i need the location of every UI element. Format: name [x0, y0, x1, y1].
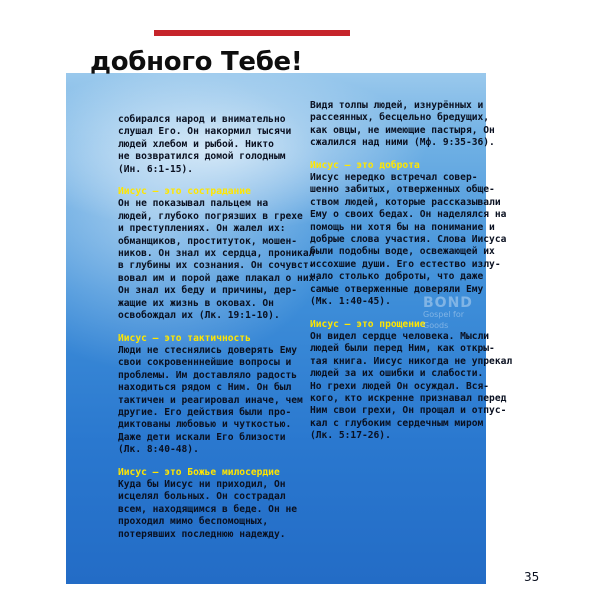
text-line: Видя толпы людей, изнурённых и [310, 100, 484, 111]
magazine-page [66, 18, 540, 584]
text-line: как овцы, не имеющие пастыря, Он [310, 124, 495, 136]
text-line: Он не показывал пальцем на [118, 198, 269, 210]
text-line: сжалился над ними (Мф. 9:35-36). [310, 137, 495, 149]
text-line: (Лк. 5:17-26). [310, 430, 391, 442]
text-line: помощь ни хотя бы на понимание и [310, 221, 495, 233]
watermark-logo [423, 295, 486, 331]
text-line: людей хлебом и рыбой. Никто [118, 138, 274, 150]
text-line: иссохшие души. Его естество излу- [310, 258, 501, 270]
section-title: Иисус – это прощение [310, 318, 426, 330]
section-tact [118, 332, 303, 457]
text-line: всем, находящимся в беде. Он не [118, 503, 298, 515]
text-line: (Мк. 1:40-45). [310, 296, 391, 308]
section-title: Иисус – это сострадание [118, 186, 251, 198]
text-line: Он знал их беду и причины, дер- [118, 285, 298, 297]
red-rule [154, 30, 350, 36]
text-line: людей за их ошибки и слабости. [310, 368, 484, 380]
section-mercy [118, 466, 298, 541]
text-line: и преступлениях. Он жалел их: [118, 223, 286, 235]
text-line: свои сокровенннейшие вопросы и [118, 357, 292, 369]
section-title: Иисус – это доброта [310, 159, 420, 171]
text-line: кал с глубоким сердечным миром [310, 417, 484, 429]
text-line: находиться рядом с Ним. Он был [118, 382, 292, 394]
left-column [118, 114, 321, 541]
text-line: добрые слова участия. Слова Иисуса [310, 234, 507, 246]
intro-paragraph [118, 114, 290, 176]
text-line: Но грехи людей Он осуждал. Вся- [310, 380, 490, 392]
text-line: вовал им и порой даже плакал о них. [118, 272, 321, 284]
text-line: исцелял больных. Он сострадал [118, 491, 286, 503]
text-line: шенно забитых, отверженных обще- [310, 184, 495, 196]
text-line: Даже дети искали Его близости [118, 431, 286, 443]
text-line: другие. Его действия были про- [118, 406, 292, 418]
text-line: людей, глубоко погрязших в грехе [118, 210, 303, 222]
text-line: Люди не стеснялись доверять Ему [118, 344, 298, 356]
text-line: собирался народ и внимательно [118, 114, 286, 125]
text-line: самые отверженные доверяли Ему [310, 283, 484, 295]
page-number: 35 [524, 570, 540, 584]
text-line: людей были перед Ним, как откры- [310, 343, 495, 355]
text-line: тая книга. Иисус никогда не упрекал [310, 355, 513, 367]
text-line: в глубины их сознания. Он сочувст- [118, 260, 315, 272]
text-line: проблемы. Им доставляло радость [118, 369, 298, 381]
text-line: Куда бы Иисус ни приходил, Он [118, 478, 286, 490]
watermark-tagline: Gospel for Goods [423, 310, 465, 330]
text-line: Иисус нередко встречал совер- [310, 172, 478, 184]
watermark-brand: BOND [423, 295, 473, 311]
text-line: ников. Он знал их сердца, проникал [118, 248, 315, 260]
text-line: (Ин. 6:1-15). [118, 163, 194, 175]
text-line: жащие их жизнь в оковах. Он [118, 297, 274, 309]
text-line: диктованы любовью и чуткостью. [118, 419, 292, 431]
text-line: кого, кто искренне признавал перед [310, 392, 507, 404]
section-title: Иисус – это Божье милосердие [118, 466, 280, 478]
text-line: обманщиков, проституток, мошен- [118, 235, 298, 247]
text-line: потерявших последнюю надежду. [118, 528, 286, 540]
right-column [310, 100, 513, 443]
text-line: ством людей, которые рассказывали [310, 196, 501, 208]
text-line: не возвратился домой голодным [118, 151, 286, 163]
text-line: проходил мимо беспомощных, [118, 516, 269, 528]
text-line: тактичен и реагировал иначе, чем [118, 394, 303, 406]
intro-paragraph [310, 100, 495, 150]
text-line: (Лк. 8:40-48). [118, 444, 199, 456]
text-line: слушал Его. Он накормил тысячи [118, 126, 292, 138]
section-compassion [118, 186, 321, 322]
section-kindness [310, 159, 507, 309]
text-line: Ним свои грехи, Он прощал и отпус- [310, 405, 507, 417]
text-line: чало столько доброты, что даже [310, 271, 484, 283]
text-line: Он видел сердце человека. Мысли [310, 330, 490, 342]
section-title: Иисус – это тактичность [118, 332, 251, 344]
text-line: были подобны воде, освежающей их [310, 246, 495, 258]
page-heading: добного Тебе! [90, 47, 303, 77]
text-line: освобождал их (Лк. 19:1-10). [118, 310, 280, 322]
section-forgiveness [310, 318, 513, 443]
text-line: рассеянных, бесцельно бредущих, [310, 112, 490, 124]
text-line: Ему о своих бедах. Он наделялся на [310, 209, 507, 221]
